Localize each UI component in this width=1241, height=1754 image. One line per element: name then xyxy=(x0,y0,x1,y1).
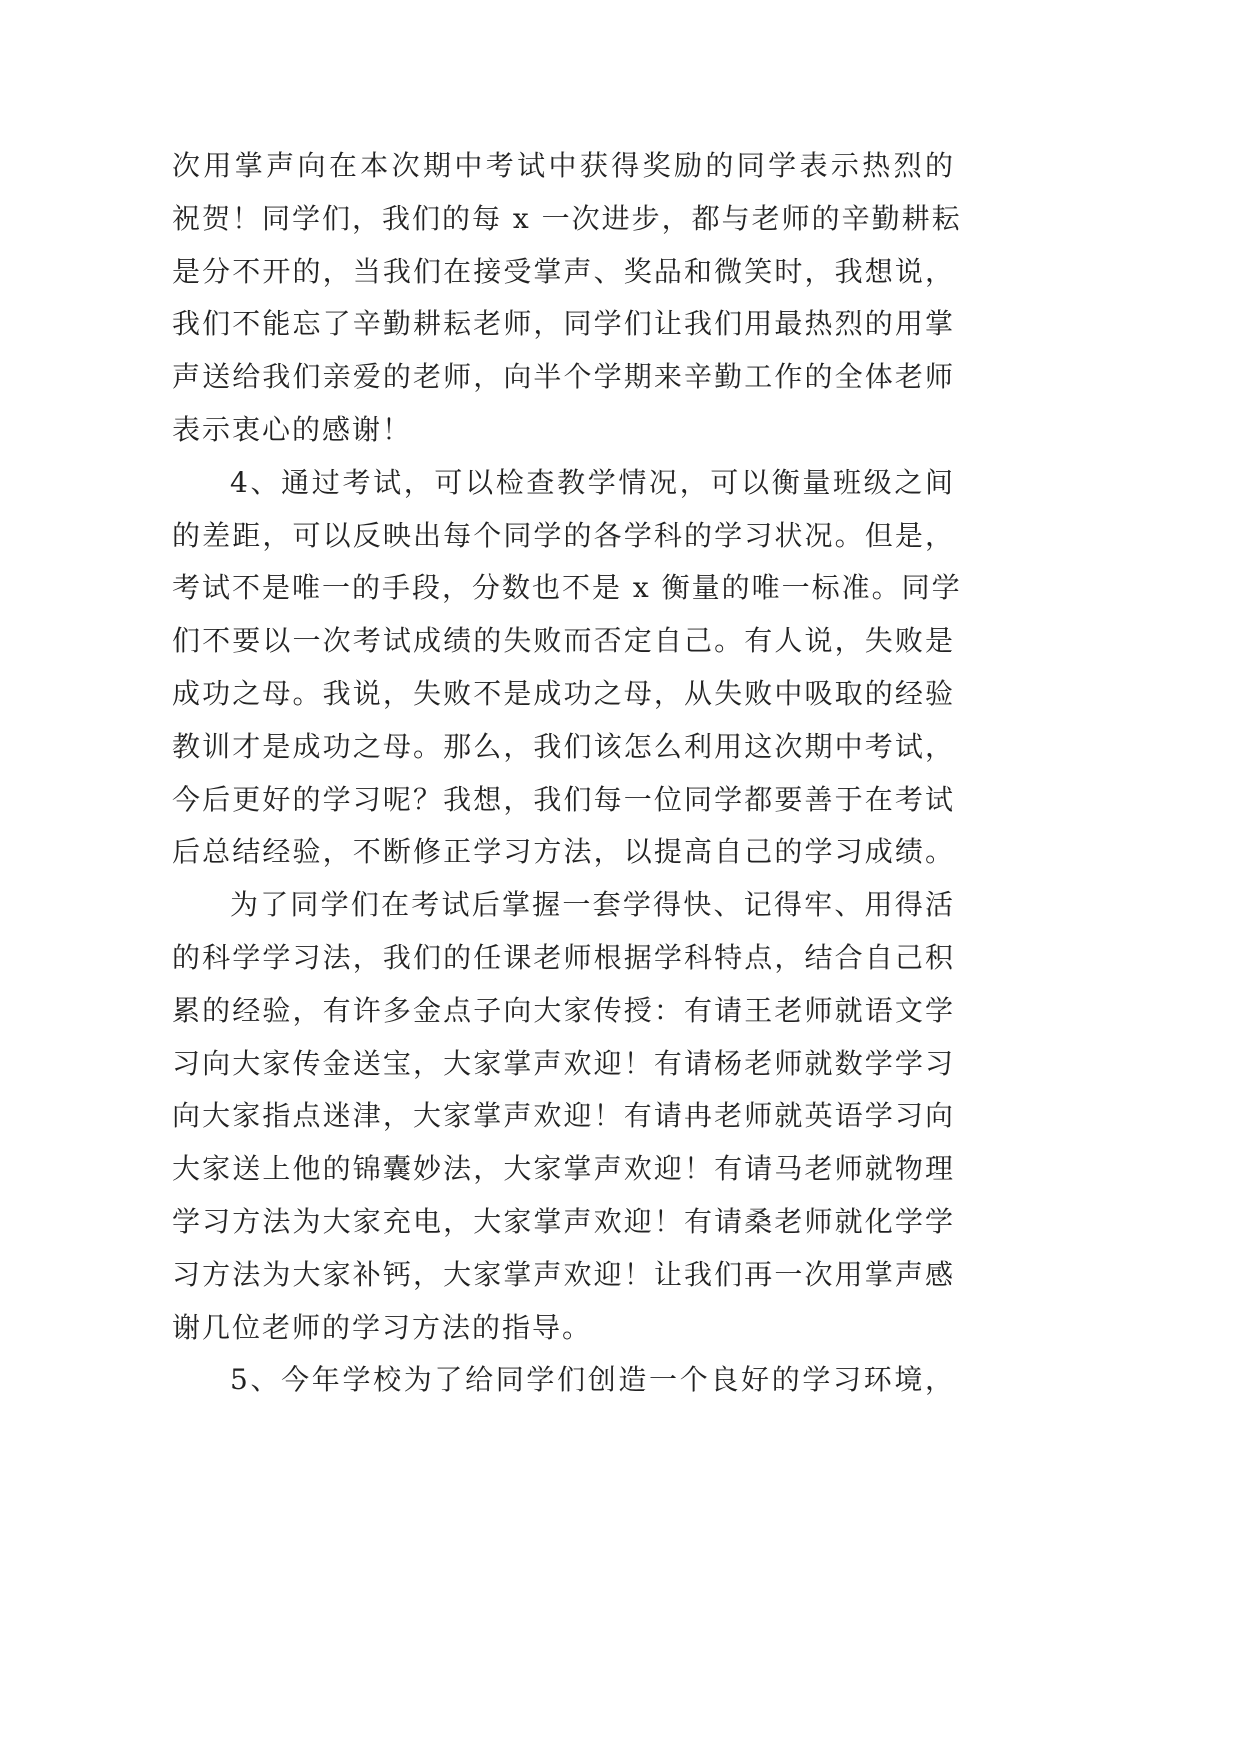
paragraph xyxy=(172,1354,955,1407)
text-line: 我们不能忘了辛勤耕耘老师，同学们让我们用最热烈的用掌 xyxy=(172,307,955,341)
text-line: 祝贺！同学们，我们的每 x 一次进步，都与老师的辛勤耕耘 xyxy=(172,201,962,235)
document-body xyxy=(172,140,962,1407)
text-line: 的差距，可以反映出每个同学的各学科的学习状况。但是， xyxy=(172,518,955,552)
text-line: 后总结经验，不断修正学习方法，以提高自己的学习成绩。 xyxy=(172,835,955,869)
text-line: 教训才是成功之母。那么，我们该怎么利用这次期中考试， xyxy=(172,729,955,763)
text-line: 是分不开的，当我们在接受掌声、奖品和微笑时，我想说， xyxy=(172,254,955,288)
text-line: 学习方法为大家充电，大家掌声欢迎！有请桑老师就化学学 xyxy=(172,1204,955,1238)
text-line: 们不要以一次考试成绩的失败而否定自己。有人说，失败是 xyxy=(172,624,955,658)
text-line: 累的经验，有许多金点子向大家传授：有请王老师就语文学 xyxy=(172,993,955,1027)
text-line: 的科学学习法，我们的任课老师根据学科特点，结合自己积 xyxy=(172,940,955,974)
text-line: 习方法为大家补钙，大家掌声欢迎！让我们再一次用掌声感 xyxy=(172,1257,955,1291)
text-line: 次用掌声向在本次期中考试中获得奖励的同学表示热烈的 xyxy=(172,149,955,182)
text-line: 谢几位老师的学习方法的指导。 xyxy=(172,1310,593,1344)
text-line: 考试不是唯一的手段，分数也不是 x 衡量的唯一标准。同学 xyxy=(172,571,962,605)
paragraph xyxy=(172,457,962,879)
text-line: 大家送上他的锦囊妙法，大家掌声欢迎！有请马老师就物理 xyxy=(172,1152,955,1186)
text-line: 4、通过考试，可以检查教学情况，可以衡量班级之间 xyxy=(230,465,955,499)
paragraph xyxy=(172,140,962,457)
text-line: 今后更好的学习呢？我想，我们每一位同学都要善于在考试 xyxy=(172,782,955,816)
text-line: 表示衷心的感谢！ xyxy=(172,412,413,446)
text-line: 成功之母。我说，失败不是成功之母，从失败中吸取的经验 xyxy=(172,676,955,710)
text-line: 声送给我们亲爱的老师，向半个学期来辛勤工作的全体老师 xyxy=(172,360,955,394)
text-line: 5、今年学校为了给同学们创造一个良好的学习环境， xyxy=(230,1363,955,1397)
text-line: 向大家指点迷津，大家掌声欢迎！有请冉老师就英语学习向 xyxy=(172,1099,955,1133)
text-line: 为了同学们在考试后掌握一套学得快、记得牢、用得活 xyxy=(230,888,955,922)
text-line: 习向大家传金送宝，大家掌声欢迎！有请杨老师就数学学习 xyxy=(172,1046,955,1080)
paragraph xyxy=(172,879,955,1354)
